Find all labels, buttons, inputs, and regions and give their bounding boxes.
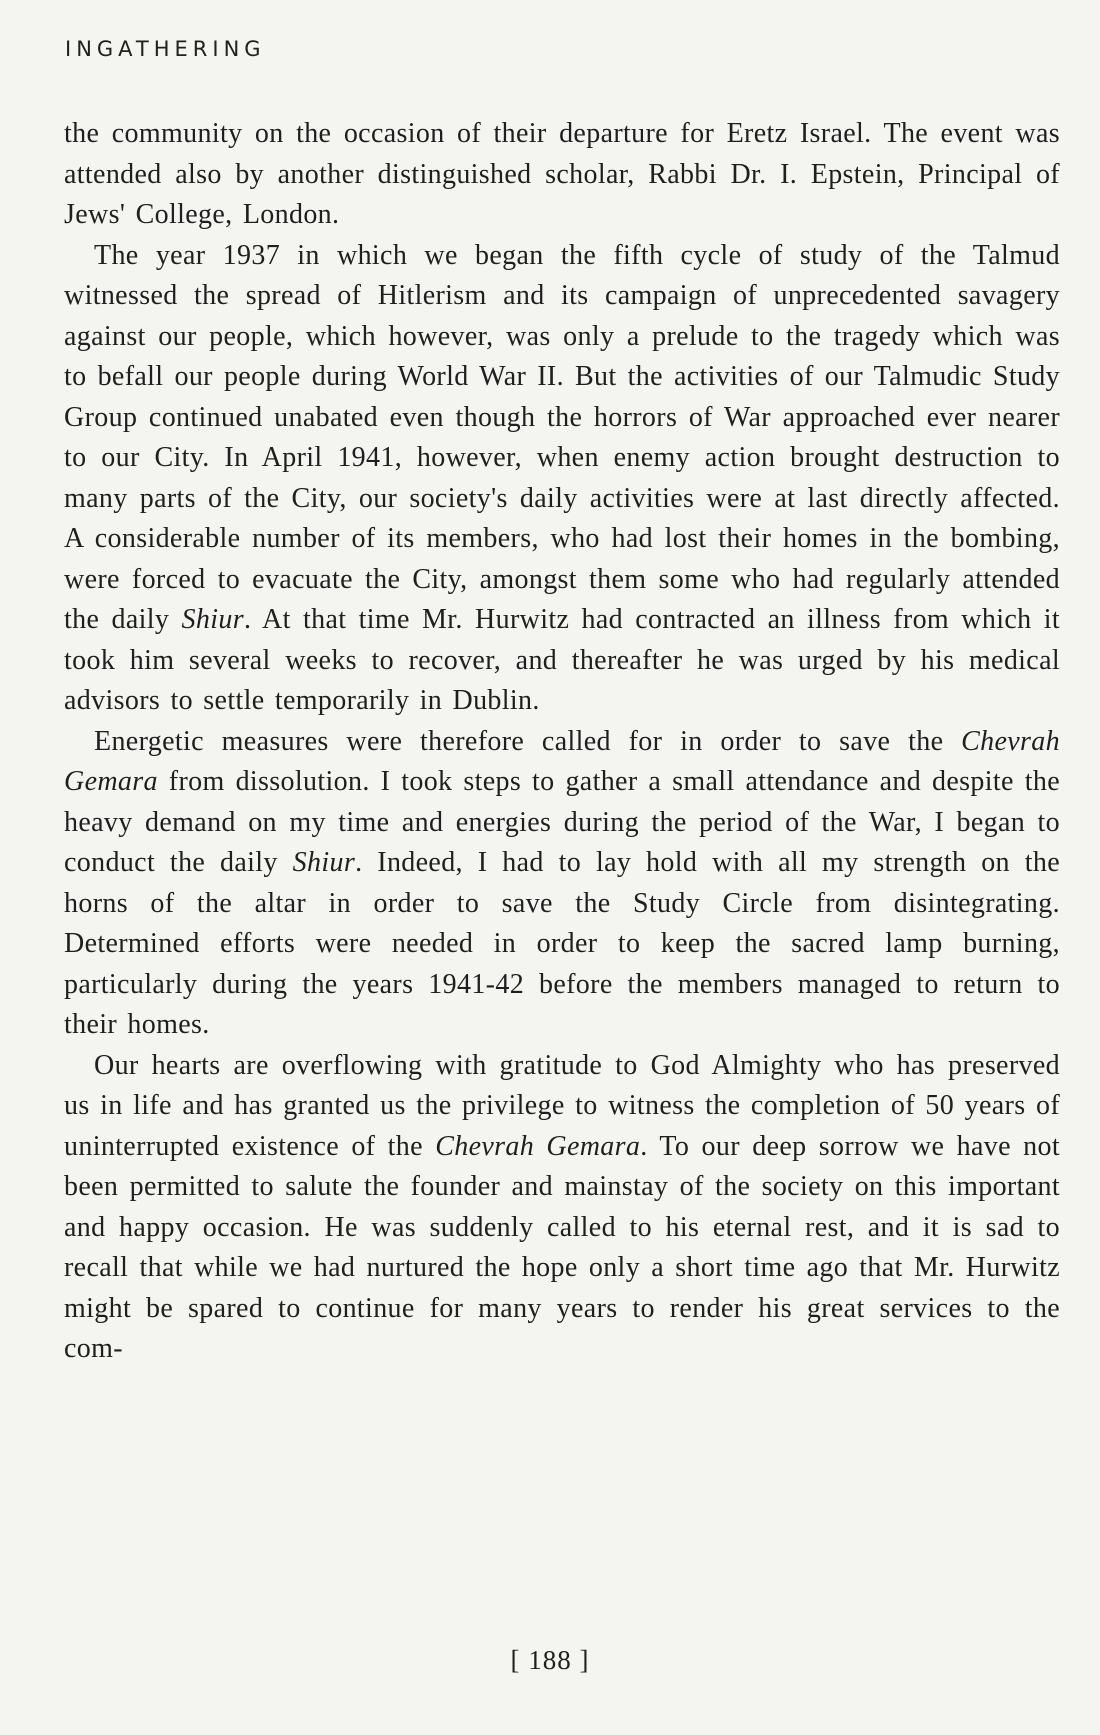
paragraph-text: . At that time Mr. Hurwitz had contracted an illness from which it took him several weeks to recover, and thereafter he was urged by his medical advisors to settle temporarily in Dublin. [64,604,1060,716]
italic-term: Chevrah Gemara [64,725,1060,797]
paragraph-gratitude [64,1046,1060,1370]
paragraph-energetic-measures [64,722,1060,1046]
italic-term: Shiur [181,604,244,635]
paragraph-continuation [64,114,1060,236]
paragraph-text: . Indeed, I had to lay hold with all my strength on the horns of the altar in order to save the Study Circle from disintegrating. Determined efforts were needed in order to keep the sacred lamp burning, particularly during the years 1941-42 before the members managed to return to their homes. [64,847,1060,1040]
page-number: [ 188 ] [510,1645,590,1675]
paragraph-text: The year 1937 in which we began the fifth cycle of study of the Talmud witnessed the spread of Hitlerism and its campaign of unprecedented savagery against our people, which however, was only a prelude to the tragedy which was to befall our people during World War II. But the activities of our Talmudic Study Group continued unabated even though the horrors of War approached ever nearer to our City. In April 1941, however, when enemy action brought destruction to many parts of the City, our society's daily activities were at last directly affected. A considerable number of its members, who had lost their homes in the bombing, were forced to evacuate the City, amongst them some who had regularly attended the daily [64,239,1060,635]
italic-term: Chevrah Gemara [435,1130,641,1162]
paragraph-text: . To our deep sorrow we have not been permitted to salute the founder and mainstay of the society on this important and happy occasion. He was suddenly called to his eternal rest, and it is sad to recall that while we had nurtured the hope only a short time ago that Mr. Hurwitz might be spared to continue for many years to render his great services to the com- [64,1130,1060,1364]
paragraph-text: the community on the occasion of their departure for Eretz Israel. The event was attended also by another distinguished scholar, Rabbi Dr. I. Epstein, Principal of Jews' College, London. [64,118,1060,230]
italic-term: Shiur [292,847,356,878]
running-head: INGATHERING [65,37,266,61]
body-text [64,114,1060,1370]
paragraph-text: from dissolution. I took steps to gather a small attendance and despite the heavy demand on my time and energies during the period of the War, I began to conduct the daily [64,766,1060,878]
paragraph-1937 [64,236,1060,722]
paragraph-text: Our hearts are overflowing with gratitude to God Almighty who has preserved us in life and has granted us the privilege to witness the completion of 50 years of uninterrupted existence of the [64,1049,1060,1162]
paragraph-text: Energetic measures were therefore called for in order to save the [94,725,962,757]
